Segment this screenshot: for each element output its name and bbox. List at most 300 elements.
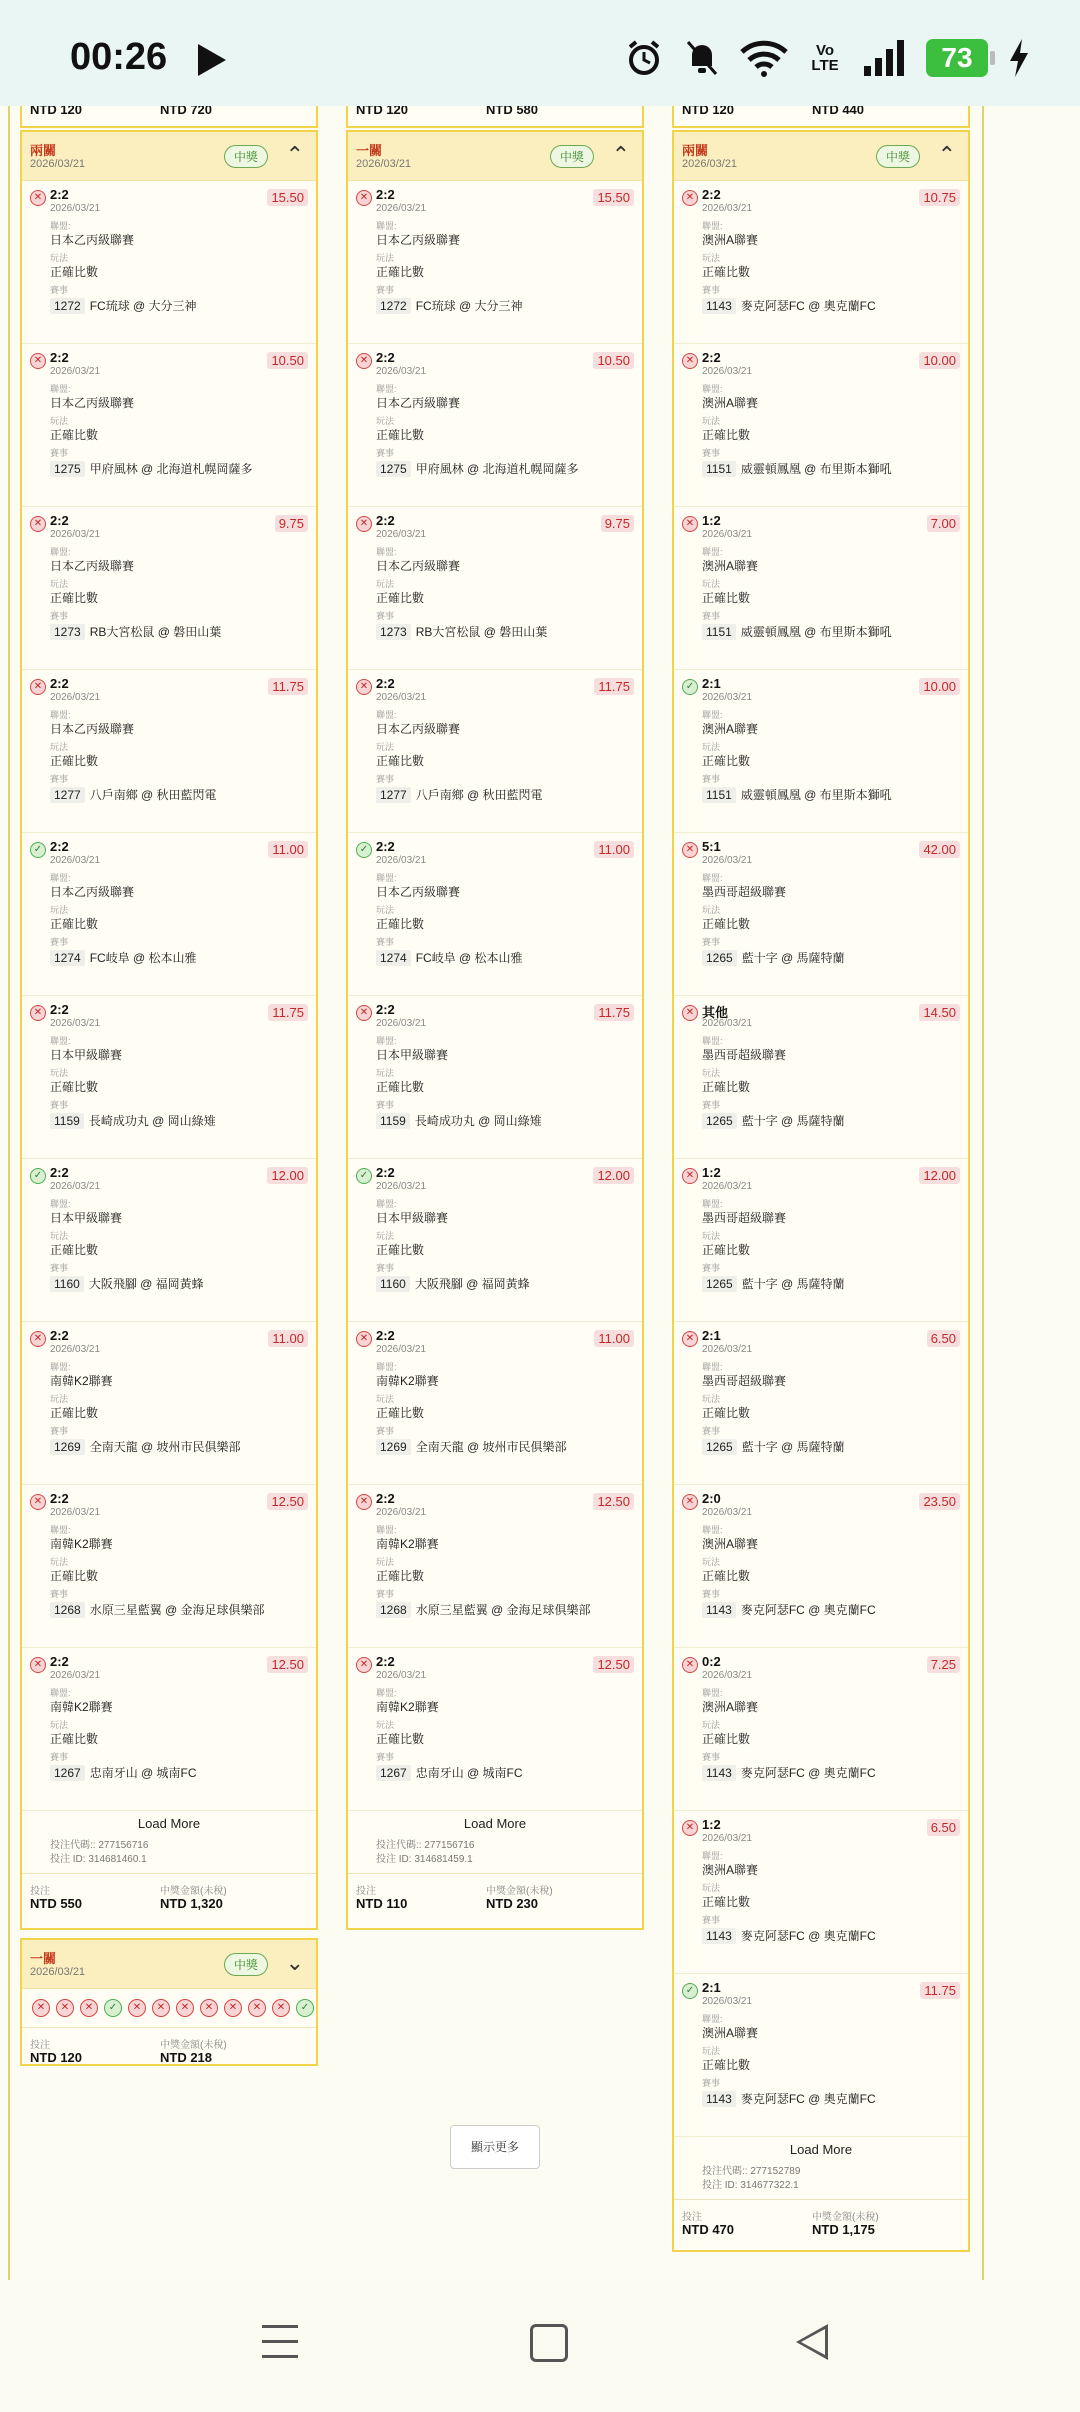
play-value: 正確比數 [50,754,99,768]
match-value [376,623,547,640]
match-code: 1265 [702,950,737,966]
play-label: 玩法 [50,1231,69,1241]
play-label: 玩法 [50,1394,69,1404]
play-label: 玩法 [376,905,395,915]
bet-code [702,2165,940,2179]
predicted-score: 2:2 [376,676,395,691]
play-label: 玩法 [376,1231,395,1241]
match-value [376,786,543,803]
league-value: 澳洲A聯賽 [702,2026,759,2040]
volte-indicator: Vo LTE [811,42,839,74]
match-teams: 麥克阿瑟FC @ 奧克蘭FC [740,2092,876,2106]
chevron-up-icon[interactable]: ⌃ [285,142,304,167]
predicted-score: 2:2 [376,1328,395,1343]
previous-ticket[interactable] [20,106,318,128]
odds-badge: 11.00 [594,841,634,858]
play-value: 正確比數 [376,591,425,605]
odds-badge: 12.50 [267,1656,308,1673]
league-label: 聯盟: [376,873,397,883]
match-value [50,1275,204,1292]
x-circle-icon: ✕ [30,1005,46,1021]
play-label: 玩法 [50,416,69,426]
match-value [702,1438,845,1455]
match-value [702,1275,845,1292]
match-value [50,623,221,640]
bet-leg [348,181,642,344]
bet-leg [22,1322,316,1485]
match-code: 1143 [702,298,736,314]
predicted-score: 2:2 [50,839,69,854]
stake-label: 投注 [682,2212,702,2223]
ticket-date: 2026/03/21 [682,158,738,170]
match-value [376,1275,530,1292]
x-circle-icon: ✕ [682,1494,698,1510]
match-label: 賽事 [702,937,721,947]
bet-ticket-card[interactable] [346,130,644,1930]
league-value: 日本乙丙級聯賽 [376,233,461,247]
leg-date: 2026/03/21 [50,203,101,214]
bet-leg [348,344,642,507]
match-code: 1151 [702,787,736,803]
payout-value: NTD 230 [486,1896,539,1911]
bet-leg [348,1159,642,1322]
stake-value: NTD 120 [30,2050,83,2065]
odds-badge: 15.50 [267,189,308,206]
back-icon[interactable] [796,2324,828,2360]
bet-leg [22,344,316,507]
leg-date: 2026/03/21 [50,1018,101,1029]
bet-ticket-card[interactable] [20,130,318,1930]
league-label: 聯盟: [376,547,397,557]
league-value: 日本乙丙級聯賽 [376,396,461,410]
odds-badge: 10.75 [919,189,960,206]
predicted-score: 1:2 [702,1817,721,1832]
match-teams: 大阪飛腳 @ 福岡黃蜂 [414,1277,530,1291]
match-code: 1272 [50,298,85,314]
x-circle-icon: ✕ [682,353,698,369]
bet-code-label: 投注代碼:: [376,1840,425,1851]
league-value: 南韓K2聯賽 [376,1537,439,1551]
league-label: 聯盟: [376,221,397,231]
payout-label: 中獎金額(未稅) [160,2040,227,2051]
x-circle-icon: ✕ [272,1999,290,2017]
bet-ticket-collapsed[interactable] [20,1938,318,2066]
x-circle-icon: ✕ [30,190,46,206]
play-label: 玩法 [50,579,69,589]
match-code: 1265 [702,1276,737,1292]
payout-label: 中獎金額(未稅) [486,1886,553,1897]
chevron-up-icon[interactable]: ⌃ [937,142,956,167]
play-label: 玩法 [702,905,721,915]
play-value: 正確比數 [702,2058,751,2072]
match-code: 1143 [702,2091,736,2107]
x-circle-icon: ✕ [356,1657,372,1673]
leg-date: 2026/03/21 [50,366,101,377]
match-label: 賽事 [702,611,721,621]
check-circle-icon: ✓ [682,679,698,695]
league-label: 聯盟: [702,221,723,231]
predicted-score: 1:2 [702,1165,721,1180]
payout-value: NTD 720 [160,106,213,117]
match-label: 賽事 [50,285,69,295]
payout-label: 中獎金額(未稅) [812,2212,879,2223]
predicted-score: 2:2 [702,187,721,202]
match-value [376,1438,567,1455]
predicted-score: 2:2 [50,350,69,365]
predicted-score: 2:2 [50,1654,69,1669]
league-label: 聯盟: [50,384,71,394]
home-icon[interactable] [530,2324,568,2362]
league-label: 聯盟: [702,384,723,394]
bet-leg [22,181,316,344]
league-label: 聯盟: [50,1036,71,1046]
stake-value: NTD 110 [356,1896,408,1911]
bet-leg [348,833,642,996]
play-label: 玩法 [376,1068,395,1078]
predicted-score: 2:2 [50,513,69,528]
match-teams: 忠南牙山 @ 城南FC [415,1766,523,1780]
bet-id [702,2179,940,2193]
match-value [702,949,845,966]
bet-leg [674,996,968,1159]
x-circle-icon: ✕ [356,190,372,206]
bet-code-value: 277156716 [424,1840,475,1851]
won-badge: 中獎 [224,1953,268,1976]
match-teams: 麥克阿瑟FC @ 奧克蘭FC [740,299,876,313]
play-value: 正確比數 [702,754,751,768]
match-label: 賽事 [50,1100,69,1110]
bet-code-value: 277156716 [98,1840,149,1851]
match-teams: 威靈頓鳳凰 @ 布里斯本獅吼 [740,625,892,639]
x-circle-icon: ✕ [356,1005,372,1021]
bet-id-value: 314681459.1 [414,1854,473,1865]
x-circle-icon: ✕ [682,842,698,858]
bet-leg [674,507,968,670]
league-value: 日本乙丙級聯賽 [50,559,135,573]
leg-date: 2026/03/21 [376,203,427,214]
match-teams: 甲府風林 @ 北海道札幌岡薩多 [89,462,253,476]
league-label: 聯盟: [50,221,71,231]
match-code: 1277 [376,787,411,803]
leg-date: 2026/03/21 [702,366,753,377]
match-teams: 威靈頓鳳凰 @ 布里斯本獅吼 [740,462,892,476]
match-teams: 全南天龍 @ 坡州市民俱樂部 [415,1440,567,1454]
x-circle-icon: ✕ [682,1657,698,1673]
x-circle-icon: ✕ [30,353,46,369]
league-label: 聯盟: [702,1688,723,1698]
league-value: 日本乙丙級聯賽 [50,233,135,247]
play-value: 正確比數 [376,1732,425,1746]
league-value: 日本甲級聯賽 [376,1048,449,1062]
play-value: 正確比數 [702,428,751,442]
leg-date: 2026/03/21 [50,692,101,703]
match-value [702,2090,876,2107]
play-label: 玩法 [50,905,69,915]
status-bar [0,0,1080,106]
bet-leg [674,344,968,507]
league-value: 日本乙丙級聯賽 [50,396,135,410]
x-circle-icon: ✕ [30,1494,46,1510]
match-label: 賽事 [376,1263,395,1273]
league-value: 日本甲級聯賽 [50,1048,123,1062]
play-label: 玩法 [702,1720,721,1730]
odds-badge: 10.00 [919,352,960,369]
play-value: 正確比數 [50,428,99,442]
mute-bell-icon [684,38,720,78]
league-label: 聯盟: [376,710,397,720]
match-label: 賽事 [376,774,395,784]
ticket-type: 一關 [30,1951,57,1966]
match-teams: 全南天龍 @ 坡州市民俱樂部 [89,1440,241,1454]
x-circle-icon: ✕ [356,1494,372,1510]
match-code: 1268 [376,1602,411,1618]
bet-id-label: 投注 ID: [50,1854,89,1865]
play-label: 玩法 [50,1557,69,1567]
load-more-button[interactable]: Load More [463,1816,527,1831]
match-label: 賽事 [50,937,69,947]
ticket-date: 2026/03/21 [356,158,412,170]
predicted-score: 2:2 [702,350,721,365]
match-code: 1273 [50,624,85,640]
league-value: 南韓K2聯賽 [376,1700,439,1714]
bet-id-value: 314681460.1 [88,1854,147,1865]
match-value [376,460,579,477]
leg-date: 2026/03/21 [376,529,427,540]
league-label: 聯盟: [702,1036,723,1046]
play-label: 玩法 [702,1231,721,1241]
odds-badge: 12.00 [919,1167,960,1184]
load-more-button[interactable]: Load More [789,2142,853,2157]
bet-leg [22,507,316,670]
ticket-date: 2026/03/21 [30,1966,86,1978]
match-label: 賽事 [50,1589,69,1599]
match-teams: FC岐阜 @ 松本山雅 [415,951,523,965]
bet-leg [22,1485,316,1648]
payout-value: NTD 440 [812,106,865,117]
bet-leg [674,1648,968,1811]
league-label: 聯盟: [702,1199,723,1209]
predicted-score: 2:2 [376,513,395,528]
play-label: 玩法 [702,579,721,589]
leg-date: 2026/03/21 [50,529,101,540]
league-label: 聯盟: [50,1199,71,1209]
match-value [376,1112,542,1129]
match-label: 賽事 [376,611,395,621]
odds-badge: 6.50 [927,1330,960,1347]
x-circle-icon: ✕ [682,516,698,532]
bet-id [50,1853,288,1867]
chevron-up-icon[interactable]: ⌃ [611,142,630,167]
x-circle-icon: ✕ [682,190,698,206]
bet-leg [22,833,316,996]
play-label: 玩法 [50,742,69,752]
bet-ids [674,2163,968,2199]
match-teams: 藍十字 @ 馬薩特蘭 [741,951,845,965]
league-label: 聯盟: [376,384,397,394]
bet-leg [22,996,316,1159]
won-badge: 中獎 [550,145,594,168]
predicted-score: 2:1 [702,1328,721,1343]
league-label: 聯盟: [376,1199,397,1209]
play-value: 正確比數 [702,917,751,931]
x-circle-icon: ✕ [200,1999,218,2017]
bet-ids [22,1837,316,1873]
previous-ticket[interactable] [346,106,644,128]
x-circle-icon: ✕ [356,516,372,532]
odds-badge: 11.75 [920,1982,960,1999]
league-value: 墨西哥超級聯賽 [702,1211,787,1225]
league-label: 聯盟: [376,1036,397,1046]
bet-leg [674,1974,968,2137]
ticket-header[interactable] [22,1940,316,1989]
play-value: 正確比數 [376,1243,425,1257]
x-circle-icon: ✕ [56,1999,74,2017]
match-teams: FC岐阜 @ 松本山雅 [89,951,197,965]
match-label: 賽事 [50,774,69,784]
x-circle-icon: ✕ [356,353,372,369]
match-teams: FC琉球 @ 大分三神 [415,299,523,313]
match-value [702,786,892,803]
match-value [376,1764,523,1781]
match-code: 1265 [702,1113,737,1129]
match-value [702,1601,876,1618]
bet-code-label: 投注代碼:: [50,1840,99,1851]
match-code: 1159 [376,1113,410,1129]
bet-ticket-card[interactable] [672,130,970,2252]
ticket-header[interactable] [674,132,968,181]
show-more-button[interactable]: 顯示更多 [450,2125,540,2169]
match-value [50,460,253,477]
bet-leg [674,1159,968,1322]
match-teams: 忠南牙山 @ 城南FC [89,1766,197,1780]
league-label: 聯盟: [702,1851,723,1861]
match-teams: RB大宮松鼠 @ 磐田山葉 [89,625,222,639]
league-value: 澳洲A聯賽 [702,722,759,736]
bet-code [376,1839,614,1853]
predicted-score: 2:0 [702,1491,721,1506]
predicted-score: 2:2 [376,1165,395,1180]
predicted-score: 2:2 [376,1002,395,1017]
leg-date: 2026/03/21 [702,1833,753,1844]
match-label: 賽事 [376,285,395,295]
match-label: 賽事 [376,1100,395,1110]
match-teams: 藍十字 @ 馬薩特蘭 [741,1277,845,1291]
league-value: 日本甲級聯賽 [50,1211,123,1225]
match-value [702,297,876,314]
play-label: 玩法 [376,742,395,752]
match-value [702,623,892,640]
x-circle-icon: ✕ [30,679,46,695]
match-value [376,1601,591,1618]
ticket-header[interactable] [22,132,316,181]
match-label: 賽事 [702,1915,721,1925]
match-value [702,1764,876,1781]
won-badge: 中獎 [876,145,920,168]
bet-history[interactable] [0,106,1080,2280]
chevron-down-icon[interactable]: ⌄ [285,1950,304,1975]
match-teams: 水原三星藍翼 @ 金海足球俱樂部 [415,1603,591,1617]
x-circle-icon: ✕ [176,1999,194,2017]
match-teams: 麥克阿瑟FC @ 奧克蘭FC [740,1603,876,1617]
match-teams: 藍十字 @ 馬薩特蘭 [741,1114,845,1128]
leg-date: 2026/03/21 [50,855,101,866]
leg-date: 2026/03/21 [50,1344,101,1355]
check-circle-icon: ✓ [356,1168,372,1184]
recent-apps-icon[interactable] [262,2325,298,2359]
match-code: 1143 [702,1602,736,1618]
match-code: 1269 [376,1439,411,1455]
x-circle-icon: ✕ [356,1331,372,1347]
x-circle-icon: ✕ [356,679,372,695]
play-value: 正確比數 [50,591,99,605]
leg-date: 2026/03/21 [50,1181,101,1192]
stake-label: 投注 [30,1886,50,1897]
stake-value: NTD 120 [356,106,409,117]
play-value: 正確比數 [702,1243,751,1257]
play-label: 玩法 [376,253,395,263]
payout-value: NTD 1,320 [160,1896,223,1911]
match-label: 賽事 [376,937,395,947]
ticket-totals [22,1873,316,1926]
ticket-header[interactable] [348,132,642,181]
match-code: 1143 [702,1765,736,1781]
predicted-score: 2:2 [50,1328,69,1343]
match-code: 1273 [376,624,411,640]
play-value: 正確比數 [702,591,751,605]
match-teams: 大阪飛腳 @ 福岡黃蜂 [88,1277,204,1291]
play-label: 玩法 [50,253,69,263]
leg-date: 2026/03/21 [376,1018,427,1029]
match-value [50,949,197,966]
match-label: 賽事 [50,448,69,458]
match-code: 1265 [702,1439,737,1455]
play-label: 玩法 [376,416,395,426]
league-label: 聯盟: [702,2014,723,2024]
ticket-totals [674,2199,968,2252]
bet-id-value: 314677322.1 [740,2180,799,2191]
play-value: 正確比數 [50,1080,99,1094]
match-label: 賽事 [702,1589,721,1599]
previous-ticket[interactable] [672,106,970,128]
play-value: 正確比數 [702,1406,751,1420]
play-label: 玩法 [702,1557,721,1567]
leg-date: 2026/03/21 [702,529,753,540]
play-value: 正確比數 [376,428,425,442]
bet-leg [22,670,316,833]
divider [982,106,984,2280]
play-value: 正確比數 [50,1732,99,1746]
x-circle-icon: ✕ [682,1331,698,1347]
check-circle-icon: ✓ [356,842,372,858]
ticket-totals [22,2028,316,2080]
match-label: 賽事 [50,611,69,621]
match-code: 1151 [702,624,736,640]
match-label: 賽事 [376,1426,395,1436]
play-label: 玩法 [376,1720,395,1730]
x-circle-icon: ✕ [32,1999,50,2017]
match-code: 1275 [376,461,411,477]
load-more-button[interactable]: Load More [137,1816,201,1831]
match-code: 1160 [50,1276,84,1292]
league-label: 聯盟: [376,1362,397,1372]
play-value: 正確比數 [376,917,425,931]
battery-icon: 73 [926,39,988,77]
match-value [50,1438,241,1455]
match-code: 1143 [702,1928,736,1944]
match-value [702,460,892,477]
match-value [50,297,197,314]
league-value: 澳洲A聯賽 [702,396,759,410]
